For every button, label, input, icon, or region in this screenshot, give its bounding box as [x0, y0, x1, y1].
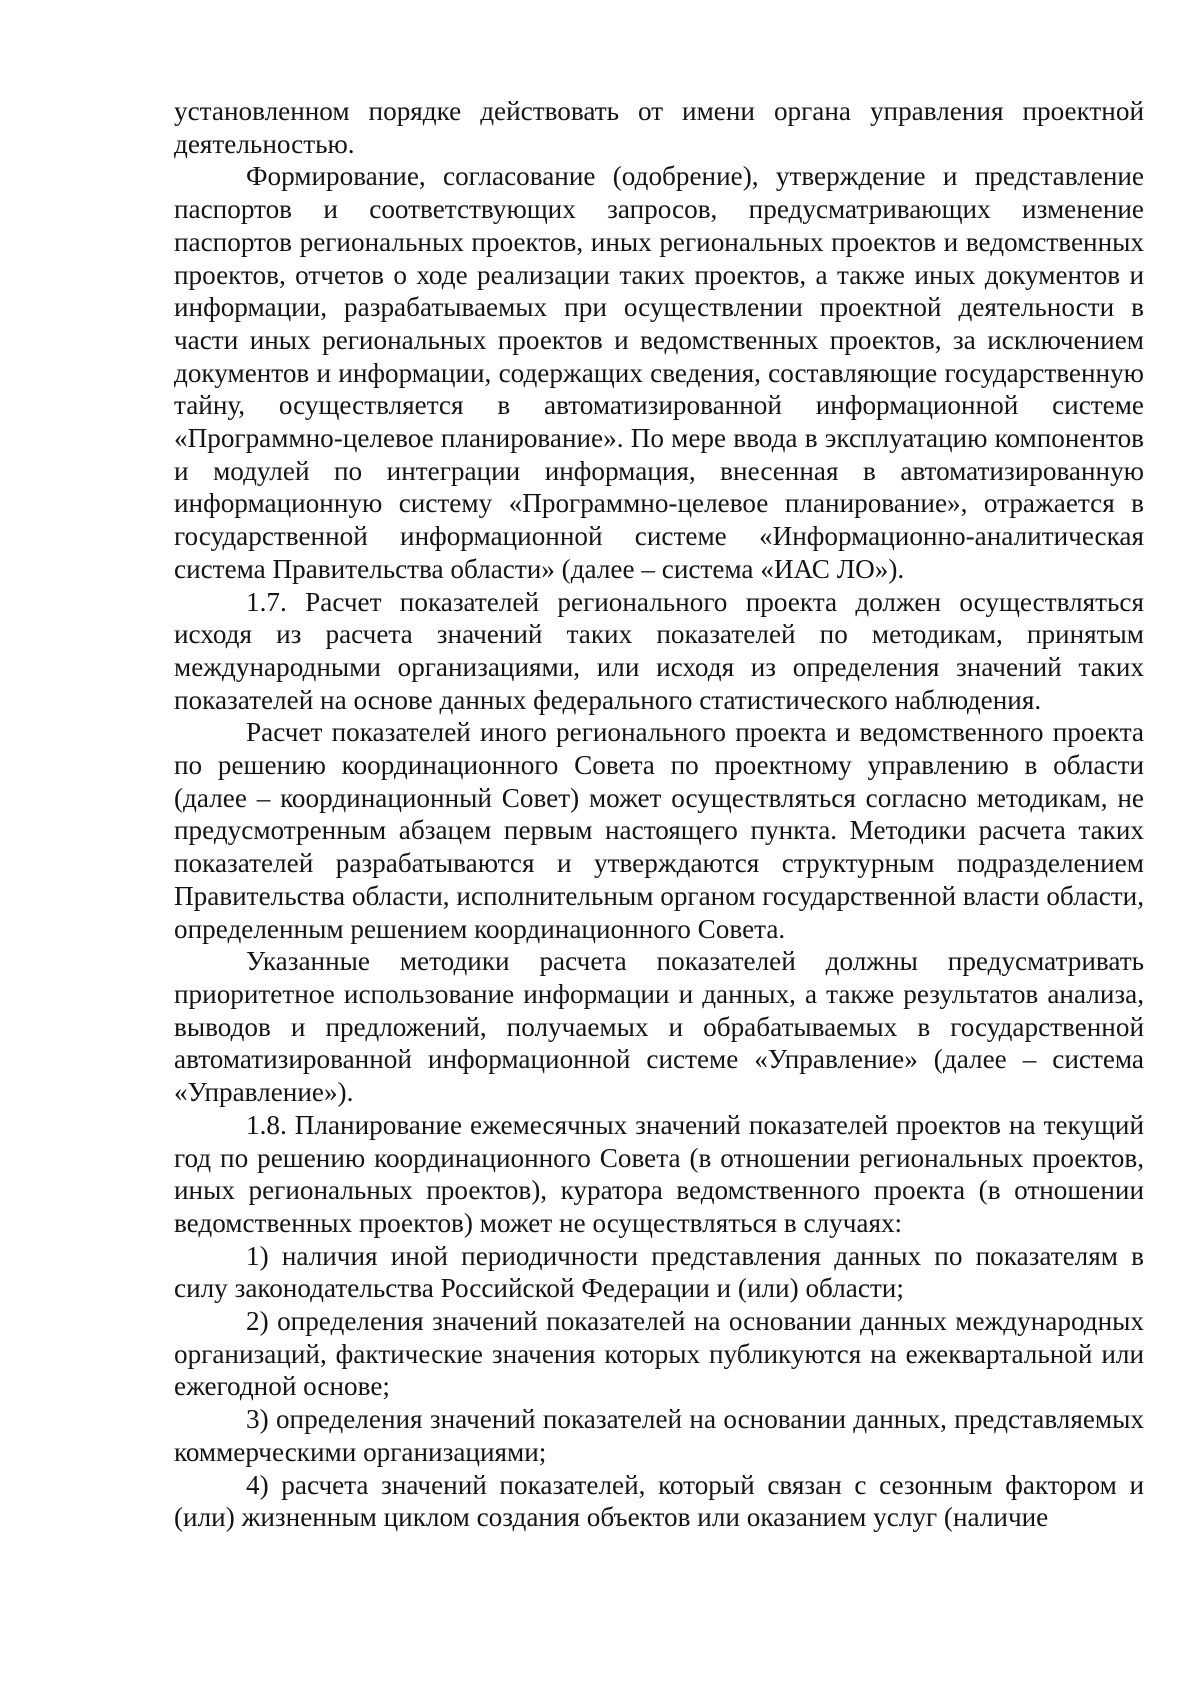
- list-item-4: 4) расчета значений показателей, который связан с сезонным фактором и (или) жизненным циклом создания объектов или оказанием услуг (наличие: [174, 1469, 1144, 1533]
- paragraph-1-8: 1.8. Планирование ежемесячных значений показателей проектов на текущий год по решению координационного Совета (в отношении региональных проектов, иных региональных проектов), куратора ведомственного проекта (в отношении ведомственных проектов) может не осуществляться в случаях:: [174, 1109, 1144, 1238]
- list-item-2: 2) определения значений показателей на основании данных международных организаций, фактические значения которых публикуются на ежеквартальной или ежегодной основе;: [174, 1306, 1144, 1402]
- paragraph-formation: Формирование, согласование (одобрение), утверждение и представление паспортов и соответствующих запросов, предусматривающих изменение паспортов региональных проектов, иных региональных проектов и ведомственных проектов, отчетов о ходе реализации таких проектов, а также иных документов и информации, разрабатываемых при осуществлении проектной деятельности в части иных региональных проектов и ведомственных проектов, за исключением документов и информации, содержащих сведения, составляющие государственную тайну, осуществляется в автоматизированной информационной системе «Программно-целевое планирование». По мере ввода в эксплуатацию компонентов и модулей по интеграции информация, внесенная в автоматизированную информационную систему «Программно-целевое планирование», отражается в государственной информационной системе «Информационно-аналитическая система Правительства области» (далее – система «ИАС ЛО»).: [174, 161, 1144, 584]
- paragraph-methodologies: Указанные методики расчета показателей должны предусматривать приоритетное использование информации и данных, а также результатов анализа, выводов и предложений, получаемых и обрабатываемых в государственной автоматизированной информационной системе «Управление» (далее – система «Управление»).: [174, 946, 1144, 1108]
- list-item-3: 3) определения значений показателей на основании данных, представляемых коммерческими организациями;: [174, 1404, 1144, 1467]
- paragraph-1-7: 1.7. Расчет показателей регионального проекта должен осуществляться исходя из расчета значений таких показателей по методикам, принятым международными организациями, или исходя из определения значений таких показателей на основе данных федерального статистического наблюдения.: [174, 586, 1144, 715]
- document-body: [174, 95, 1144, 1534]
- list-item-1: 1) наличия иной периодичности представления данных по показателям в силу законодательства Российской Федерации и (или) области;: [174, 1240, 1144, 1304]
- paragraph-continuation: установленном порядке действовать от имени органа управления проектной деятельностью.: [174, 96, 1144, 159]
- paragraph-indicators-calculation: Расчет показателей иного регионального проекта и ведомственного проекта по решению координационного Совета по проектному управлению в области (далее – координационный Совет) может осуществляться согласно методикам, не предусмотренным абзацем первым настоящего пункта. Методики расчета таких показателей разрабатываются и утверждаются структурным подразделением Правительства области, исполнительным органом государственной власти области, определенным решением координационного Совета.: [174, 717, 1144, 944]
